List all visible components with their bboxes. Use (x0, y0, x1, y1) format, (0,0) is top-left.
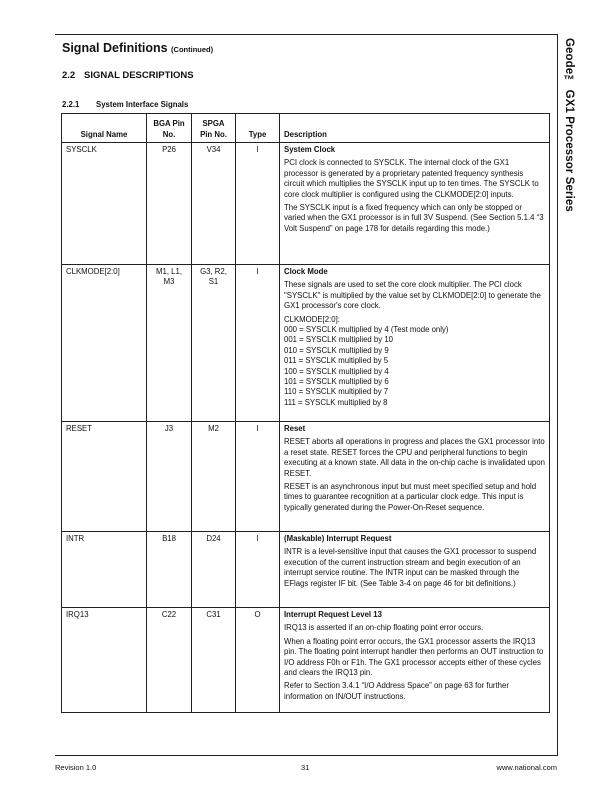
bga-pin: B18 (147, 532, 192, 608)
spga-pin: G3, R2, S1 (192, 265, 236, 422)
signal-description (280, 422, 550, 532)
list-item: 110 = SYSCLK multiplied by 7 (284, 387, 389, 397)
list-item: 010 = SYSCLK multiplied by 9 (284, 345, 389, 355)
header-bga: BGA Pin No. (147, 114, 192, 143)
table-row (62, 422, 550, 532)
description-title: Reset (284, 424, 306, 433)
subsection-label: System Interface Signals (96, 100, 189, 109)
description-paragraph: When a floating point error occurs, the GX1 processor asserts the IRQ13 pin. The floating point interrupt handler then performs an OUT instruction to I/O address F0h or F1h. The GX1 processor accepts either of these cycles and clears the IRQ13 pin. (284, 636, 544, 678)
section-label: SIGNAL DESCRIPTIONS (84, 70, 194, 81)
section-number: 2.2 (62, 70, 76, 81)
signal-description (280, 265, 550, 422)
signal-type: I (236, 265, 280, 422)
description-paragraph: INTR is a level-sensitive input that causes the GX1 processor to suspend execution of the current instruction stream and begin execution of an interrupt service routine. The INTR input can be masked through the EFlags register IF bit. (See Table 3-4 on page 46 for bit definitions.) (284, 547, 537, 588)
header-spga: SPGA Pin No. (192, 114, 236, 143)
header-type: Type (236, 114, 280, 143)
signal-name: CLKMODE[2:0] (62, 265, 147, 422)
table-row (62, 532, 550, 608)
bga-pin: P26 (147, 143, 192, 265)
list-item: 000 = SYSCLK multiplied by 4 (Test mode only) (284, 325, 449, 335)
list-item: 101 = SYSCLK multiplied by 6 (284, 377, 389, 387)
description-paragraph: The SYSCLK input is a fixed frequency which can only be stopped or varied when the GX1 processor is in full 3V Suspend. (See Section 5.1.4 “3 Volt Suspend” on page 178 for details regarding this mode.) (284, 203, 544, 233)
description-paragraph: Refer to Section 3.4.1 “I/O Address Space” on page 63 for further information on IN/OUT instructions. (284, 681, 509, 701)
section-heading (62, 70, 194, 81)
spga-pin: C31 (192, 608, 236, 713)
description-paragraph: PCI clock is connected to SYSCLK. The internal clock of the GX1 processor is generated by a proprietary patented frequency synthesis circuit which multiplies the SYSCLK input up to ten times. The SYSCLK to core clock multiplier is configured using the CLKMODE[2:0] inputs. (284, 158, 539, 199)
list-title: CLKMODE[2:0]: (284, 314, 340, 324)
signal-description (280, 143, 550, 265)
side-rule (557, 34, 558, 756)
subsection-heading (62, 100, 188, 109)
spga-pin: D24 (192, 532, 236, 608)
spga-pin: V34 (192, 143, 236, 265)
description-title: Clock Mode (284, 267, 328, 276)
signal-description (280, 608, 550, 713)
top-rule (55, 34, 557, 35)
signal-type: O (236, 608, 280, 713)
list-item: 111 = SYSCLK multiplied by 8 (284, 397, 388, 407)
description-paragraph: RESET aborts all operations in progress and places the GX1 processor into a reset state. RESET forces the CPU and peripheral functions to begin executing at a known state. All data in the on-chip cache is invalidated upon RESET. (284, 437, 545, 478)
list-item: 100 = SYSCLK multiplied by 4 (284, 366, 389, 376)
header-description: Description (280, 114, 550, 143)
list-item: 001 = SYSCLK multiplied by 10 (284, 335, 394, 345)
table-row (62, 608, 550, 713)
footer-page-number: 31 (301, 763, 310, 772)
bga-pin: J3 (147, 422, 192, 532)
description-paragraph: RESET is an asynchronous input but must meet specified setup and hold times to guarantee recognition at a particular clock edge. This input is typically generated during the Power-On-Reset sequence. (284, 482, 537, 512)
signal-name: SYSCLK (62, 143, 147, 265)
description-title: (Maskable) Interrupt Request (284, 534, 392, 543)
subsection-number: 2.2.1 (62, 100, 80, 109)
spga-pin: M2 (192, 422, 236, 532)
table-row (62, 265, 550, 422)
bottom-rule (55, 755, 557, 756)
bga-pin: C22 (147, 608, 192, 713)
table-row (62, 143, 550, 265)
description-title: System Clock (284, 145, 336, 154)
list-item: 011 = SYSCLK multiplied by 5 (284, 356, 389, 366)
signal-type: I (236, 422, 280, 532)
description-title: Interrupt Request Level 13 (284, 610, 382, 619)
table-header (62, 114, 550, 143)
side-title: Geode™ GX1 Processor Series (563, 38, 575, 212)
signal-table (61, 113, 550, 713)
header-signal-name: Signal Name (62, 114, 147, 143)
title-text: Signal Definitions (62, 41, 168, 55)
description-paragraph: These signals are used to set the core clock multiplier. The PCI clock "SYSCLK" is multiplied by the value set by CLKMODE[2:0] to generate the GX1 processor's core clock. (284, 280, 541, 311)
bga-pin: M1, L1, M3 (147, 265, 192, 422)
signal-name: INTR (62, 532, 147, 608)
page-title (62, 41, 213, 55)
signal-type: I (236, 143, 280, 265)
signal-description (280, 532, 550, 608)
signal-name: IRQ13 (62, 608, 147, 713)
description-paragraph: IRQ13 is asserted if an on-chip floating point error occurs. (284, 623, 484, 633)
footer-revision: Revision 1.0 (55, 763, 97, 772)
signal-type: I (236, 532, 280, 608)
footer-url: www.national.com (496, 763, 557, 772)
signal-name: RESET (62, 422, 147, 532)
title-suffix: (Continued) (171, 45, 214, 54)
